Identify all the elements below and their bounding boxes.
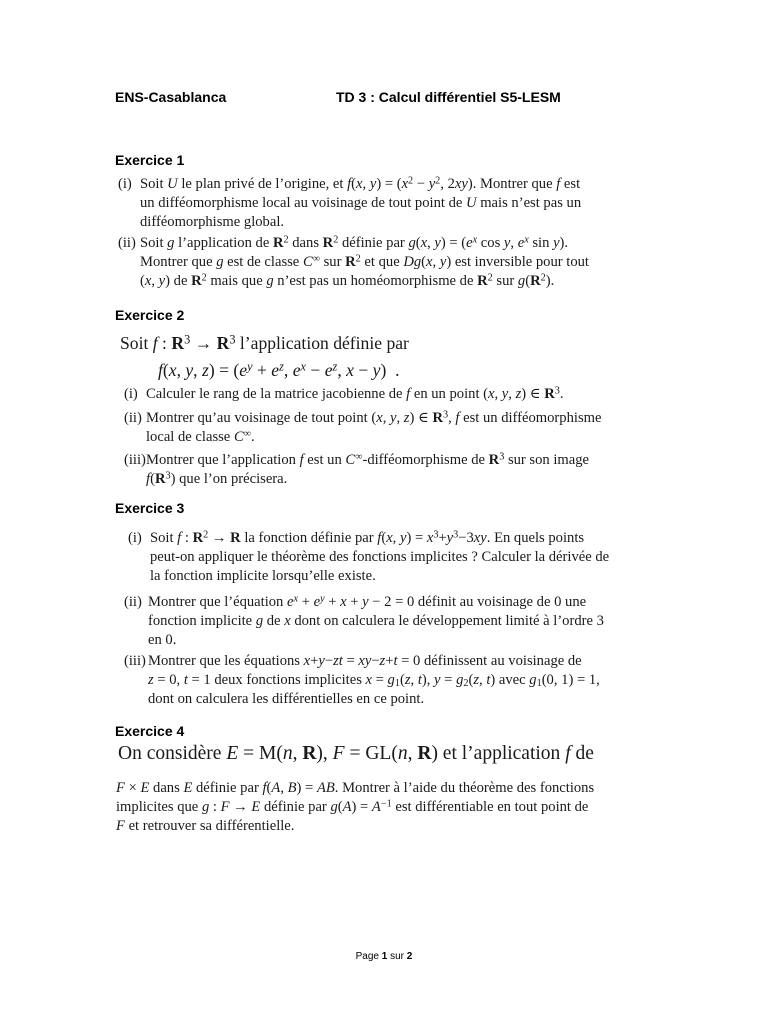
item-line: dont on calculera les différentielles en ce point. — [148, 691, 425, 707]
exercise-2-intro: Soit f : $R^3 \to R^3$ l’application définie par — [120, 332, 409, 353]
item-line: difféomorphisme global. — [140, 214, 285, 230]
exercise-2-formula: f(x, y, $z) = (e^y + e^z$, $e^x - e^z$, x − y) . — [158, 359, 400, 380]
item-line: Montrer que les équations x+y−zt = xy−z+t = 0 définissent au voisinage de — [148, 653, 582, 669]
exercise-2-item-iii — [124, 451, 589, 489]
exercise-1-title: Exercice 1 — [115, 152, 185, 168]
item-line: Montrer qu’au voisinage de tout point (x, y, z) ∈ $R^3$, f est un difféomorphisme — [146, 409, 602, 426]
exercise-3-item-ii — [124, 593, 604, 650]
item-line: peut-on appliquer le théorème des fonctions implicites ? Calculer la dérivée de — [150, 549, 610, 565]
exercise-4-body — [116, 779, 594, 836]
exercise-2-item-i — [124, 385, 564, 404]
item-number: (ii) — [124, 594, 142, 610]
item-line: Montrer que l’équation $e^x + e^y + x + y - 2 = 0$ définit au voisinage de 0 une — [148, 593, 587, 610]
item-line: Montrer que g est de classe C∞ sur $R^2$ et que Dg(x, y) est inversible pour tout — [140, 253, 589, 270]
item-line: Soit U le plan privé de l’origine, et f(x, $y) = (x^2 - y^2$, 2xy). Montrer que f est — [140, 175, 581, 192]
item-line: la fonction implicite lorsqu’elle existe. — [150, 568, 376, 584]
item-line: F × E dans E définie par f(A, B) = AB. Montrer à l’aide du théorème des fonctions — [116, 780, 595, 796]
item-line: F et retrouver sa différentielle. — [116, 818, 295, 834]
exercise-2-item-ii — [124, 409, 601, 447]
item-line: Montrer que l’application f est un C∞-difféomorphisme de $R^3$ sur son image — [146, 451, 590, 468]
page-word: Page — [355, 951, 379, 962]
exercise-1-item-i — [118, 175, 581, 232]
item-number: (iii) — [124, 452, 146, 468]
page-number: 1 — [381, 951, 388, 962]
item-line: (x, y) de $R^2$ mais que g n’est pas un homéomorphisme de $R^2$ sur $g(R^2)$. — [140, 272, 555, 289]
item-number: (ii) — [124, 410, 142, 426]
item-number: (iii) — [124, 653, 146, 669]
item-number: (i) — [128, 530, 142, 546]
item-number: (i) — [124, 386, 138, 402]
exercise-4-title: Exercice 4 — [115, 723, 185, 739]
item-number: (i) — [118, 176, 132, 192]
item-line: local de classe C∞. — [146, 428, 255, 445]
school-name: ENS-Casablanca — [115, 89, 227, 105]
item-line: $f(R^3)$ que l’on précisera. — [146, 470, 288, 487]
item-line: implicites que g : F → E définie par $g(A) = A^{-1}$ est différentiable en tout point de — [116, 798, 589, 815]
item-line: z = 0, t = 1 deux fonctions implicites $x = g_1(z$, t), $y = g_2(z$, t) avec $g_1(0$, 1) = 1, — [148, 672, 600, 690]
item-line: Soit g l’application de $R^2$ dans $R^2$ définie par g(x, $y) = (e^x$ cos y, $e^x$ sin y). — [140, 234, 569, 251]
course-title: TD 3 : Calcul différentiel S5-LESM — [336, 89, 561, 105]
item-line: un difféomorphisme local au voisinage de tout point de U mais n’est pas un — [140, 195, 582, 211]
item-number: (ii) — [118, 235, 136, 251]
exercise-4-intro: On considère E = M(n, R), F = GL(n, R) et l’application f de — [118, 743, 594, 764]
page-total: 2 — [406, 951, 413, 962]
exercise-3-item-iii — [124, 652, 600, 709]
exercise-3-item-i — [128, 529, 609, 586]
exercise-1-item-ii — [118, 234, 589, 291]
of-word: sur — [390, 951, 405, 962]
item-line: en 0. — [148, 632, 177, 648]
exercise-3-title: Exercice 3 — [115, 500, 185, 516]
item-line: Soit f : $R^2 \to R$ la fonction définie par f(x, $y) = x^3+y^3-3xy$. En quels points — [150, 529, 585, 546]
item-line: fonction implicite g de x dont on calculera le développement limité à l’ordre 3 — [148, 613, 604, 629]
page-footer — [0, 951, 768, 962]
item-line: Calculer le rang de la matrice jacobienne de f en un point (x, y, z) ∈ $R^3$. — [146, 385, 564, 402]
exercise-2-title: Exercice 2 — [115, 307, 185, 323]
